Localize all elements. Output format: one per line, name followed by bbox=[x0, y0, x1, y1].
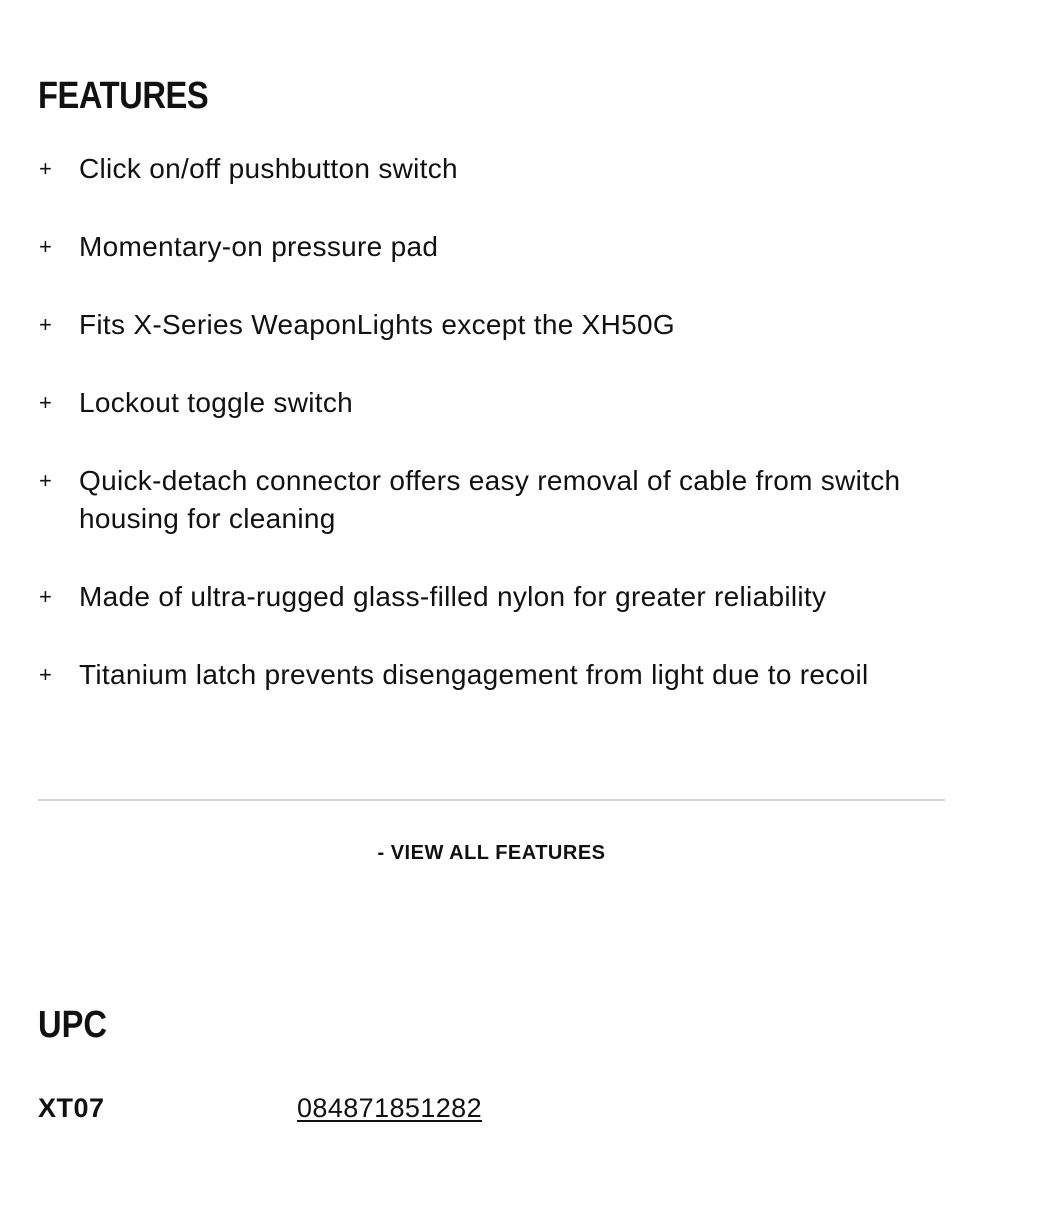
upc-heading: UPC bbox=[38, 1004, 108, 1046]
feature-text: Momentary-on pressure pad bbox=[79, 231, 439, 262]
plus-icon: + bbox=[39, 312, 52, 337]
feature-text: Fits X-Series WeaponLights except the XH50G bbox=[79, 309, 676, 340]
features-heading: FEATURES bbox=[38, 75, 209, 117]
plus-icon: + bbox=[39, 468, 52, 493]
plus-icon: + bbox=[39, 156, 52, 181]
feature-text: Lockout toggle switch bbox=[79, 387, 354, 418]
feature-item bbox=[38, 656, 938, 694]
feature-item bbox=[38, 384, 938, 422]
plus-icon: + bbox=[39, 390, 52, 415]
feature-text: Click on/off pushbutton switch bbox=[79, 153, 458, 184]
feature-item bbox=[38, 578, 938, 616]
plus-icon: + bbox=[39, 662, 52, 687]
feature-item bbox=[38, 462, 938, 538]
feature-text: Quick-detach connector offers easy removal of cable from switch housing for cleaning bbox=[79, 465, 901, 534]
upc-sku: XT07 bbox=[38, 1093, 105, 1123]
feature-text: Made of ultra-rugged glass-filled nylon for greater reliability bbox=[79, 581, 827, 612]
upc-code-link[interactable]: 084871851282 bbox=[297, 1093, 482, 1123]
feature-item bbox=[38, 228, 938, 266]
feature-item bbox=[38, 150, 938, 188]
feature-item bbox=[38, 306, 938, 344]
section-divider bbox=[38, 799, 945, 801]
plus-icon: + bbox=[39, 584, 52, 609]
feature-text: Titanium latch prevents disengagement from light due to recoil bbox=[79, 659, 869, 690]
plus-icon: + bbox=[39, 234, 52, 259]
view-all-features-toggle[interactable]: - VIEW ALL FEATURES bbox=[38, 840, 945, 866]
upc-row bbox=[38, 1090, 945, 1126]
features-list bbox=[38, 150, 938, 734]
